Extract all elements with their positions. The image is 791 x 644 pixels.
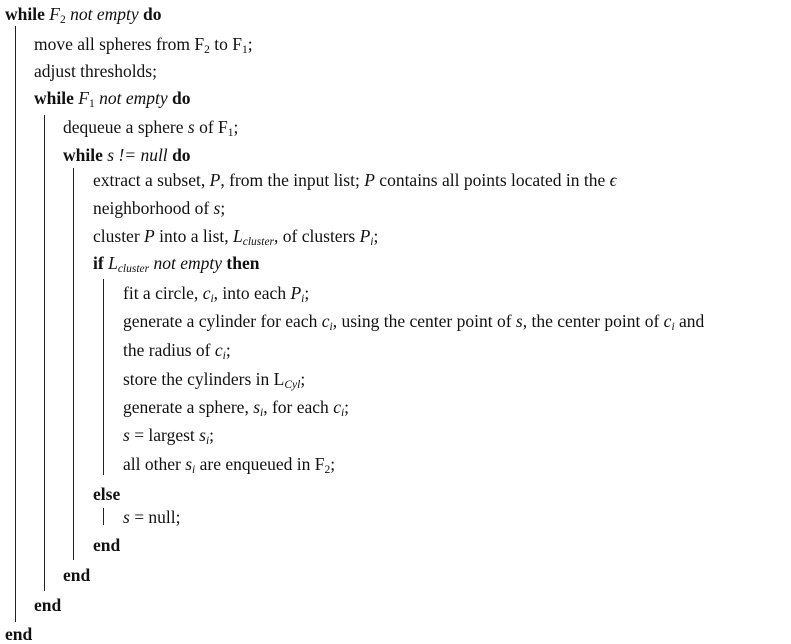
indent-rule-level-1 bbox=[15, 26, 16, 622]
indent-rule-else bbox=[103, 508, 104, 525]
line-extract-subset: extract a subset, P, from the input list; P contains all points located in the ϵ bbox=[93, 170, 617, 190]
indent-rule-level-2 bbox=[44, 115, 45, 591]
line-else: else bbox=[93, 484, 121, 504]
line-s-largest: s = largest $s_i$; bbox=[123, 425, 215, 447]
line-while-f2: while $F_2$ not empty do bbox=[5, 4, 162, 26]
line-end-while-f1: end bbox=[34, 595, 62, 615]
line-generate-cylinder: generate a cylinder for each $c_i$, using the center point of s, the center point of $c_i$ and bbox=[123, 311, 705, 333]
line-s-null: s = null; bbox=[123, 507, 181, 527]
indent-rule-level-3 bbox=[73, 168, 74, 560]
line-generate-sphere: generate a sphere, $s_i$, for each $c_i$; bbox=[123, 397, 350, 419]
line-while-s: while s != null do bbox=[63, 145, 191, 165]
line-end-while-s: end bbox=[63, 565, 91, 585]
line-adjust-thresholds: adjust thresholds; bbox=[34, 61, 157, 81]
line-while-f1: while $F_1$ not empty do bbox=[34, 88, 191, 110]
line-radius: the radius of $c_i$; bbox=[123, 340, 231, 362]
line-fit-circle: fit a circle, $c_i$, into each $P_i$; bbox=[123, 283, 310, 305]
line-end-while-f2: end bbox=[5, 624, 33, 644]
line-dequeue-sphere: dequeue a sphere s of $F_1$; bbox=[63, 117, 239, 139]
line-end-if: end bbox=[93, 535, 121, 555]
line-if-lcluster: if $L_{cluster}$ not empty then bbox=[93, 253, 260, 275]
line-neighborhood: neighborhood of s; bbox=[93, 198, 226, 218]
line-cluster-p: cluster P into a list, $L_{cluster}$, of clusters $P_i$; bbox=[93, 226, 379, 248]
line-enqueue-others: all other $s_i$ are enqueued in $F_2$; bbox=[123, 454, 336, 476]
indent-rule-if-then bbox=[103, 279, 104, 475]
line-move-spheres: move all spheres from $F_2$ to $F_1$; bbox=[34, 34, 253, 56]
line-store-cylinders: store the cylinders in $L_{Cyl}$; bbox=[123, 369, 306, 391]
